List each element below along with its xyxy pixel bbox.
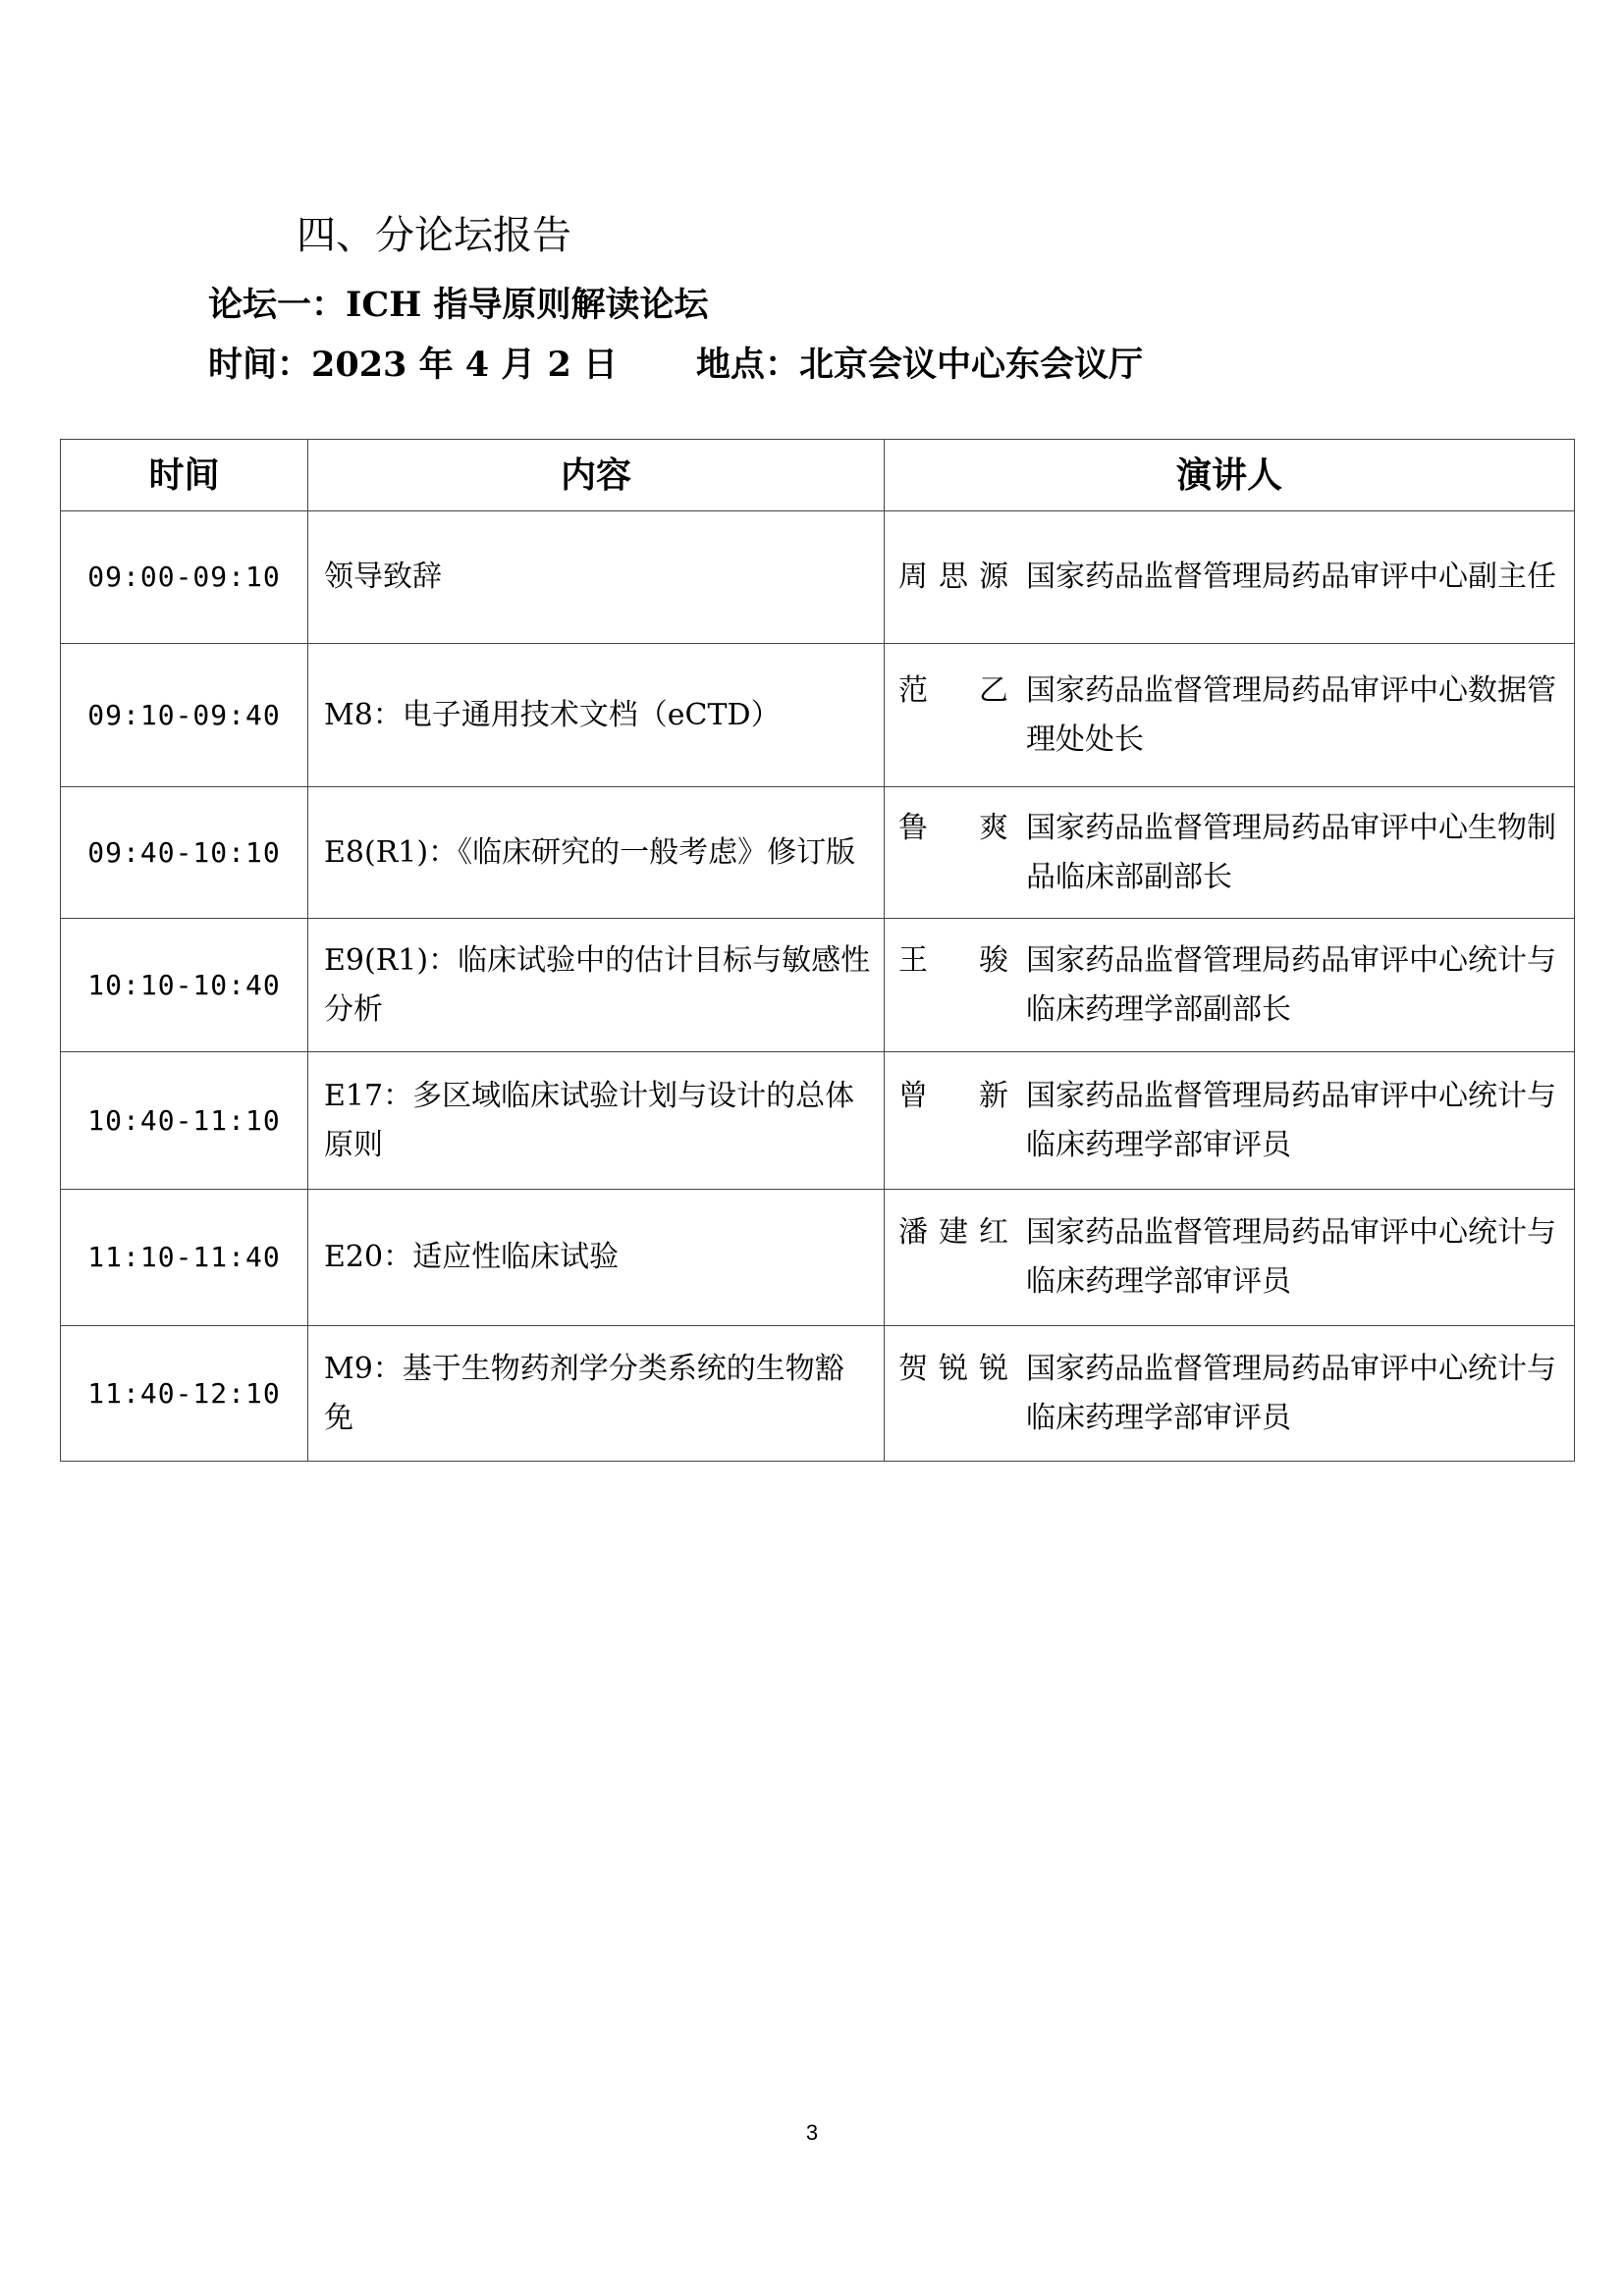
speaker-name: 鲁 爽: [898, 810, 1008, 845]
row-topic: E17：多区域临床试验计划与设计的总体原则: [308, 1052, 885, 1190]
header-speaker: 演讲人: [885, 440, 1575, 511]
speaker-name: 潘建红: [898, 1215, 1008, 1250]
row-speaker-cell: [885, 511, 1575, 644]
table-row: [61, 1052, 1575, 1190]
row-speaker-cell: [885, 787, 1575, 919]
row-time: 10:10-10:40: [61, 919, 308, 1052]
table-row: [61, 1326, 1575, 1462]
speaker-title: 国家药品监督管理局药品审评中心统计与临床药理学部审评员: [1026, 1351, 1556, 1435]
forum-meta: [208, 340, 1143, 391]
header-time: 时间: [61, 440, 308, 511]
section-heading: 四、分论坛报告: [297, 213, 571, 258]
table-row: [61, 787, 1575, 919]
speaker-title: 国家药品监督管理局药品审评中心统计与临床药理学部审评员: [1026, 1215, 1556, 1299]
row-topic: E9(R1)：临床试验中的估计目标与敏感性分析: [308, 919, 885, 1052]
row-speaker-cell: [885, 1052, 1575, 1190]
table-row: [61, 919, 1575, 1052]
row-speaker-cell: [885, 1190, 1575, 1326]
speaker-title: 国家药品监督管理局药品审评中心生物制品临床部副部长: [1026, 810, 1556, 894]
speaker-title: 国家药品监督管理局药品审评中心数据管理处处长: [1026, 672, 1556, 757]
forum-location: 地点：北京会议中心东会议厅: [696, 345, 1144, 385]
row-time: 11:40-12:10: [61, 1326, 308, 1462]
row-time: 09:00-09:10: [61, 511, 308, 644]
forum-title: 论坛一：ICH 指导原则解读论坛: [208, 285, 709, 325]
speaker-name: 王 骏: [898, 942, 1008, 978]
table-row: [61, 1190, 1575, 1326]
row-topic: 领导致辞: [308, 511, 885, 644]
row-time: 09:40-10:10: [61, 787, 308, 919]
row-topic: M8：电子通用技术文档（eCTD）: [308, 644, 885, 787]
speaker-title: 国家药品监督管理局药品审评中心统计与临床药理学部副部长: [1026, 942, 1556, 1027]
speaker-name: 范 乙: [898, 672, 1008, 708]
schedule-table: [60, 439, 1575, 1462]
row-topic: M9：基于生物药剂学分类系统的生物豁免: [308, 1326, 885, 1462]
speaker-name: 贺锐锐: [898, 1351, 1008, 1386]
speaker-title: 国家药品监督管理局药品审评中心统计与临床药理学部审评员: [1026, 1078, 1556, 1162]
table-header-row: [61, 440, 1575, 511]
row-topic: E20：适应性临床试验: [308, 1190, 885, 1326]
header-topic: 内容: [308, 440, 885, 511]
row-time: 11:10-11:40: [61, 1190, 308, 1326]
speaker-name: 周思源: [898, 560, 1008, 594]
row-time: 09:10-09:40: [61, 644, 308, 787]
page-number: 3: [805, 2120, 819, 2145]
table-row: [61, 644, 1575, 787]
table-row: [61, 511, 1575, 644]
row-speaker-cell: [885, 644, 1575, 787]
row-time: 10:40-11:10: [61, 1052, 308, 1190]
row-speaker-cell: [885, 919, 1575, 1052]
row-topic: E8(R1)：《临床研究的一般考虑》修订版: [308, 787, 885, 919]
speaker-title: 国家药品监督管理局药品审评中心副主任: [1026, 560, 1556, 594]
row-speaker-cell: [885, 1326, 1575, 1462]
forum-time: 时间：2023 年 4 月 2 日: [208, 345, 619, 385]
speaker-name: 曾 新: [898, 1078, 1008, 1113]
